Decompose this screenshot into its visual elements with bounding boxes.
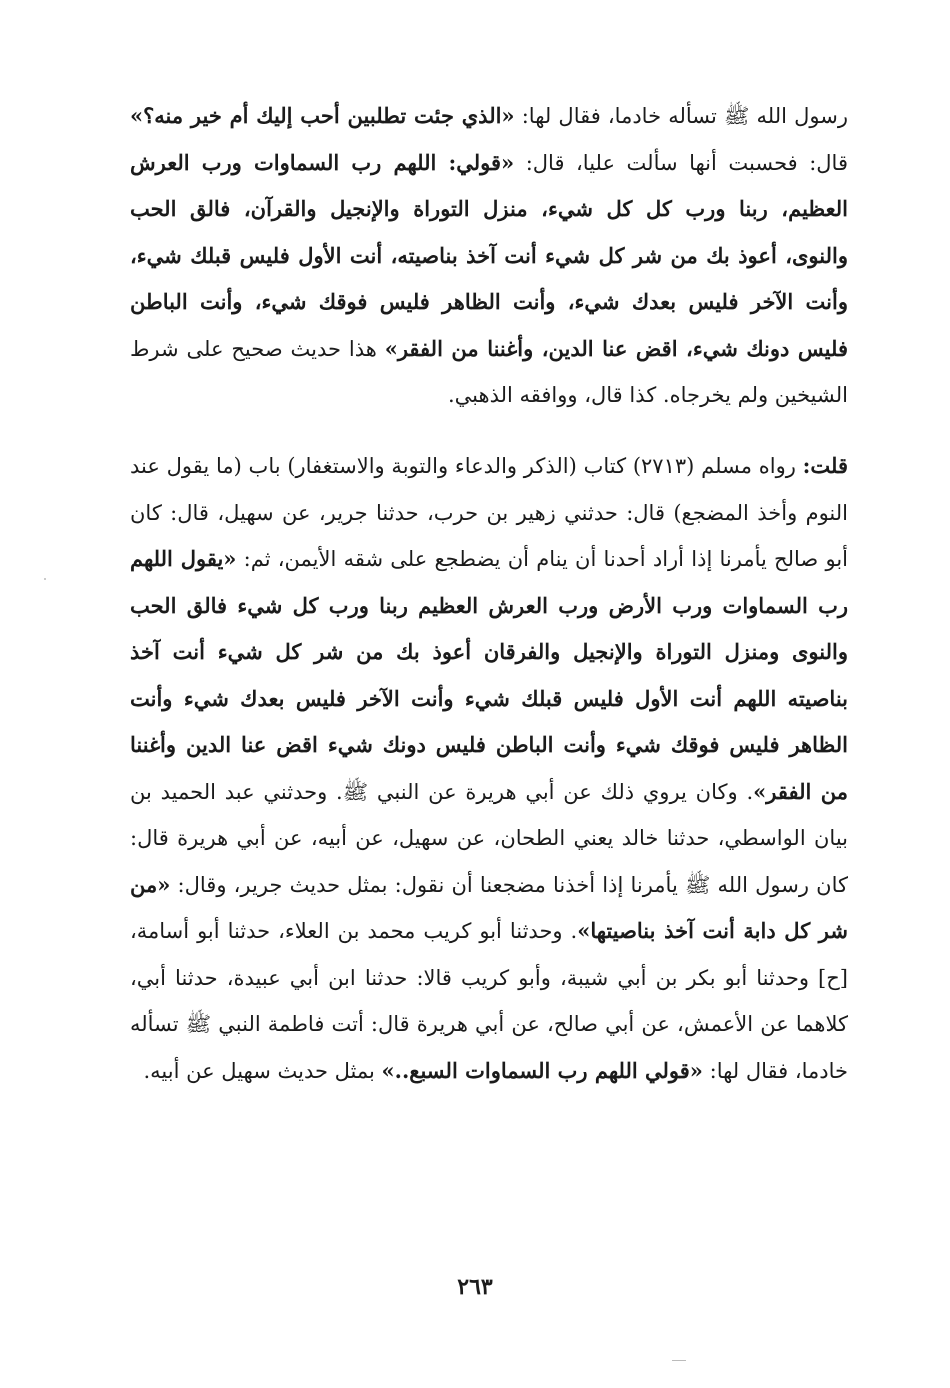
bold-quote-segment: قلت: bbox=[802, 453, 849, 478]
bold-quote-segment: «الذي جئت تطلبين أحب إليك أم خير منه؟» bbox=[130, 103, 515, 128]
page-number: ٢٦٣ bbox=[457, 1274, 493, 1300]
text-segment: . وكان يروي ذلك عن أبي هريرة عن النبي ﷺ. وحدثني عبد الحميد بن بيان الواسطي، حدثنا خالد يعني الطحان، عن سهيل، عن أبيه، عن أبي هريرة قال: كان رسول الله ﷺ يأمرنا إذا أخذنا مضجعنا أن نقول: بمثل حديث جرير، وقال: bbox=[130, 779, 848, 897]
bold-quote-segment: «يقول اللهم رب السماوات ورب الأرض ورب العرش العظيم ربنا ورب كل شيء فالق الحب والنوى ومنزل التوراة والإنجيل والفرقان أعوذ بك من شر كل شيء أنت آخذ بناصيته اللهم أنت الأول فليس قبلك شيء وأنت الآخر فليس بعدك شيء وأنت الظاهر فليس فوقك شيء وأنت الباطن فليس دونك شيء اقض عنا الدين وأغننا من الفقر» bbox=[130, 546, 848, 804]
bold-quote-segment: «من شر كل دابة أنت آخذ بناصيتها» bbox=[130, 871, 848, 943]
text-segment: قال: فحسبت أنها سألت عليا، قال: bbox=[514, 150, 848, 175]
bold-quote-segment: «قولي اللهم رب السماوات السبع..» bbox=[381, 1057, 703, 1083]
paragraph-2 bbox=[130, 443, 848, 1094]
text-segment: هذا حديث صحيح على شرط الشيخين ولم يخرجاه. كذا قال، ووافقه الذهبي. bbox=[130, 336, 848, 407]
bold-quote-segment: «قولي: اللهم رب السماوات ورب العرش العظيم، ربنا ورب كل كل شيء، منزل التوراة والإنجيل والقرآن، فالق الحب والنوى، أعوذ بك من شر كل شيء أنت آخذ بناصيته، أنت الأول فليس قبلك شيء، وأنت الآخر فليس بعدك شيء، وأنت الظاهر فليس فوقك شيء، وأنت الباطن فليس دونك شيء، اقض عنا الدين، وأغننا من الفقر» bbox=[130, 149, 848, 361]
text-segment: بمثل حديث سهيل عن أبيه. bbox=[143, 1058, 382, 1083]
text-segment: رواه مسلم (٢٧١٣) كتاب (الذكر والدعاء والتوبة والاستغفار) باب (ما يقول عند النوم وأخذ المضجع) قال: حدثني زهير بن حرب، حدثنا جرير، عن سهيل، قال: كان أبو صالح يأمرنا إذا أراد أحدنا أن ينام أن يضطجع على شقه الأيمن، ثم: bbox=[130, 454, 849, 571]
text-segment: رسول الله ﷺ تسأله خادما، فقال لها: bbox=[514, 104, 848, 128]
scan-speck bbox=[672, 1360, 686, 1361]
text-segment: . وحدثنا أبو كريب محمد بن العلاء، حدثنا أبو أسامة، [ح] وحدثنا أبو بكر بن أبي شيبة، وأبو كريب قالا: حدثنا ابن أبي عبيدة، حدثنا أبي، كلاهما عن الأعمش، عن أبي صالح، عن أبي هريرة قال: أتت فاطمة النبي ﷺ تسأله خادما، فقال لها: bbox=[130, 919, 848, 1083]
paragraph-1 bbox=[130, 93, 848, 419]
scan-speck bbox=[44, 578, 46, 580]
